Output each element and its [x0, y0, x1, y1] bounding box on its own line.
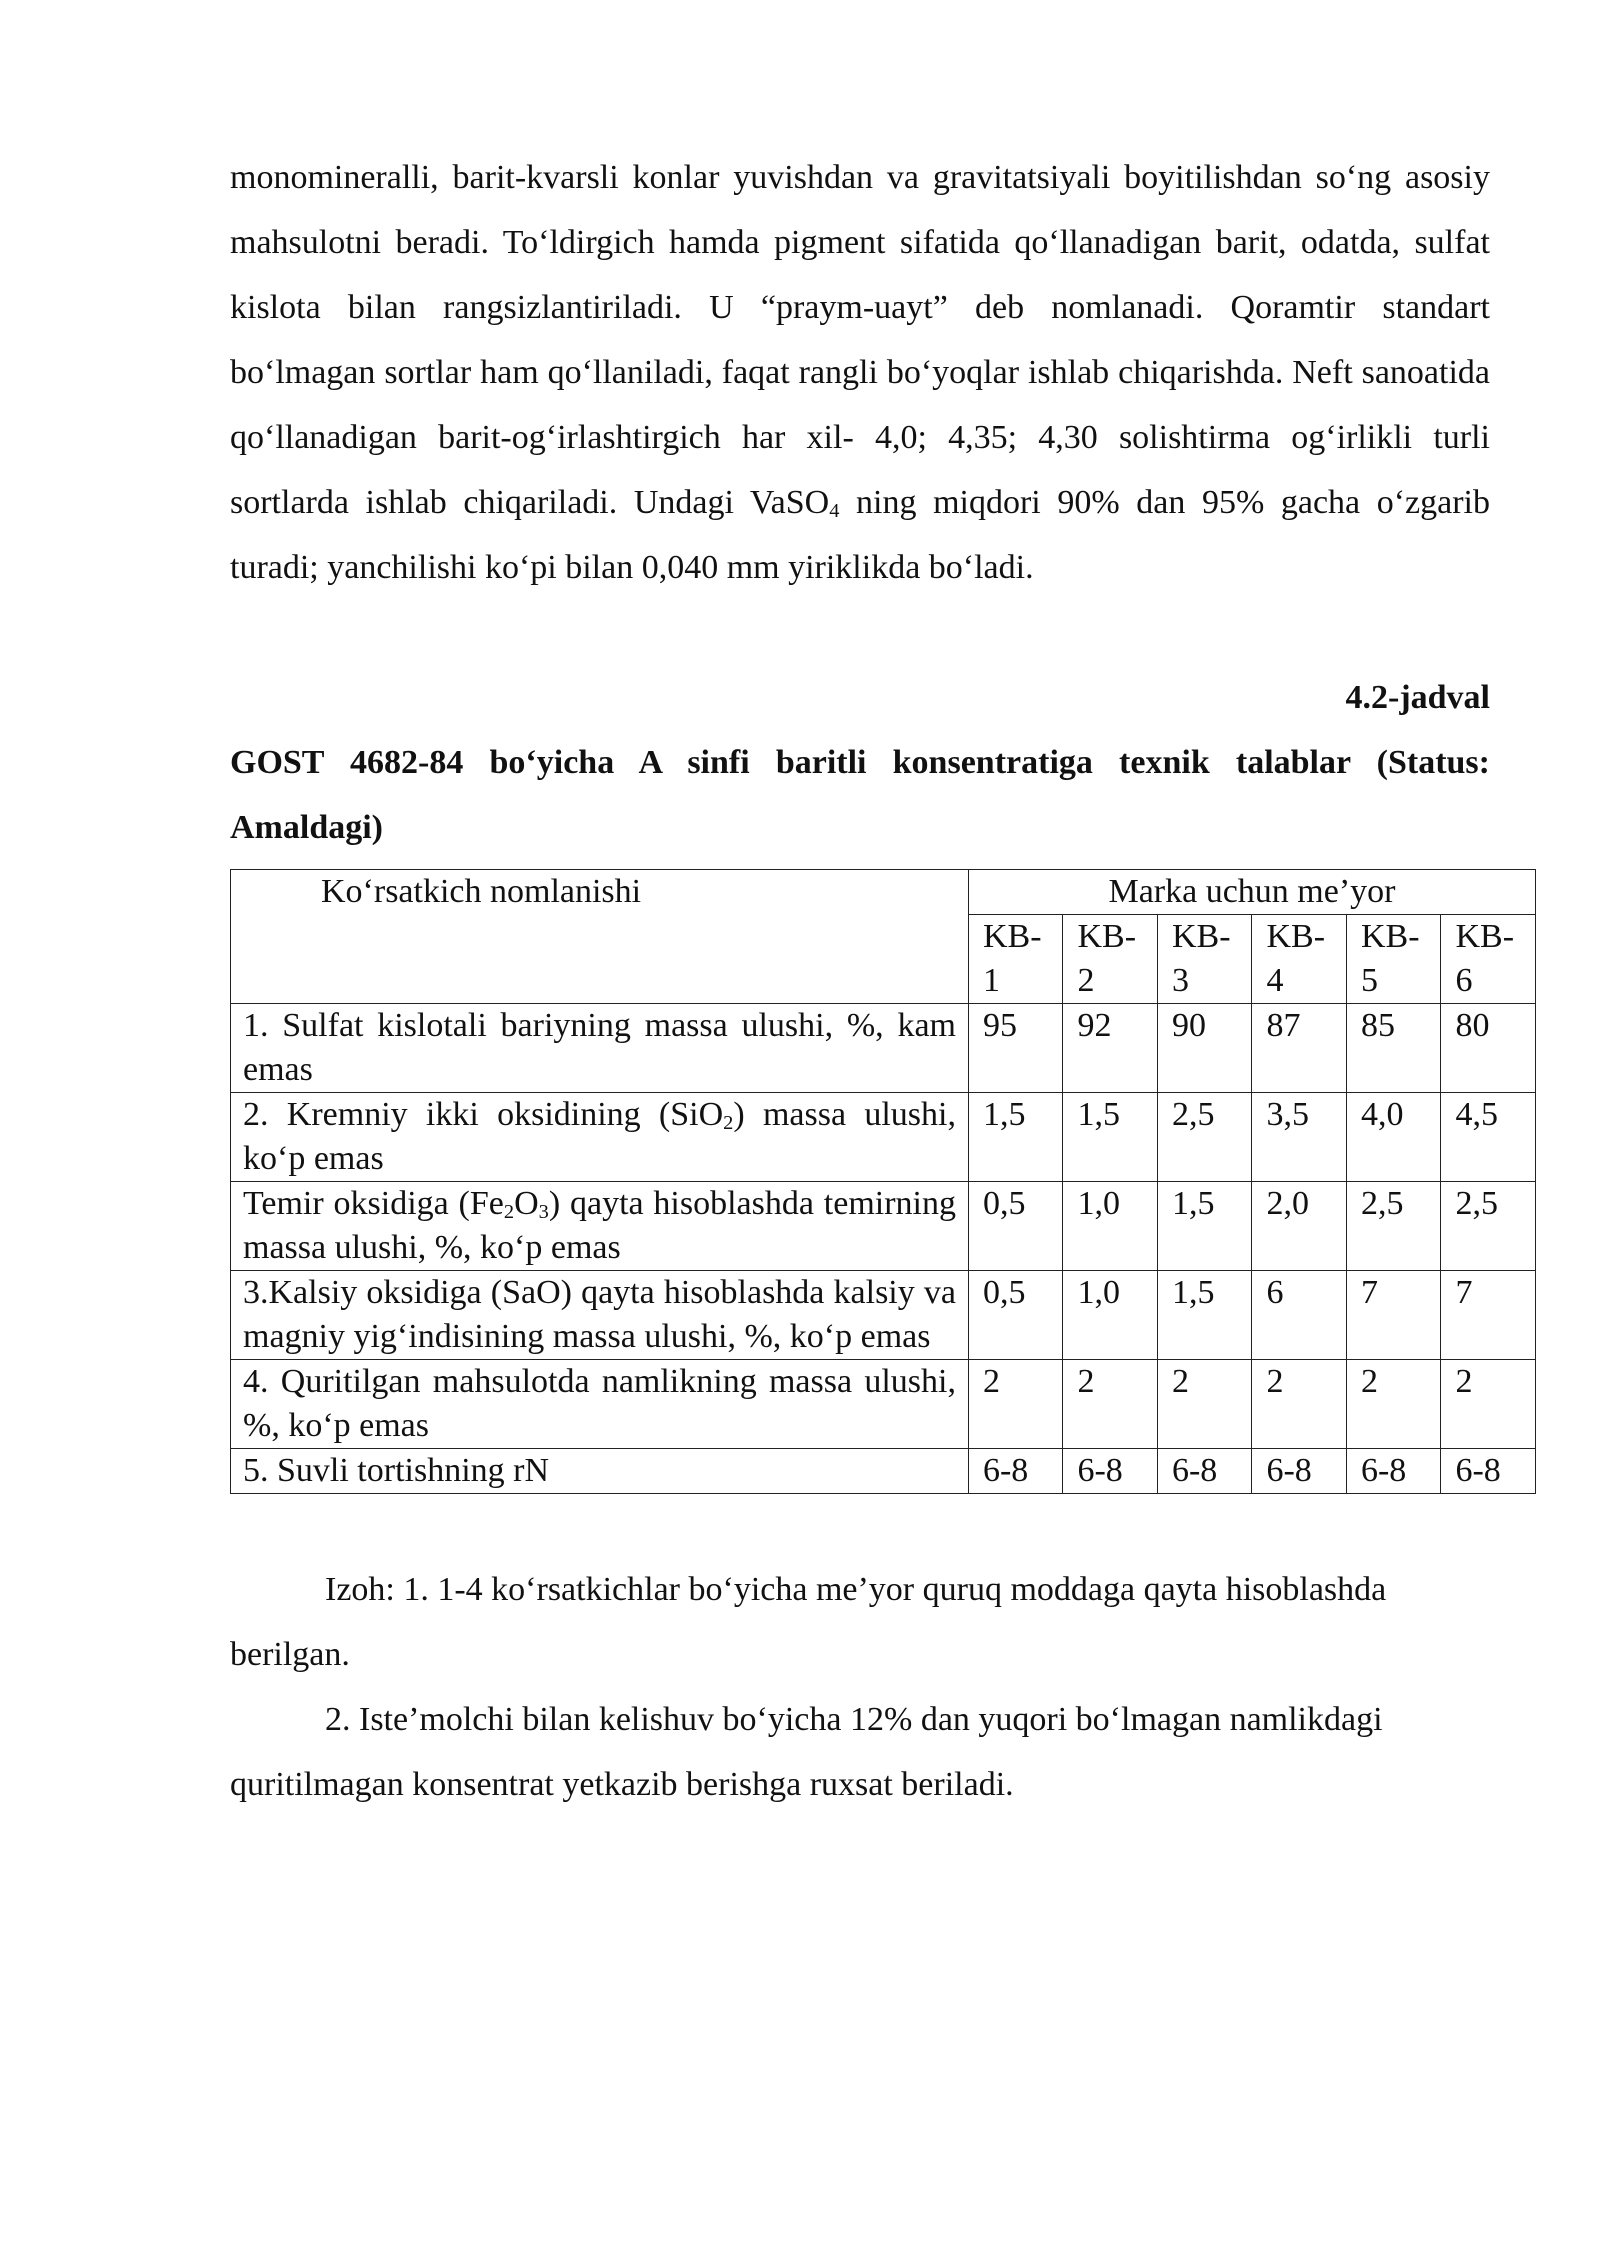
intro-text-b: ning miqdori 90% dan 95% gacha o‘zgarib turadi; yanchilishi ko‘pi bilan 0,040 mm yiriklikda bo‘ladi.: [230, 484, 1490, 586]
cell-value: 2: [1346, 1360, 1441, 1449]
row-name: [231, 1182, 969, 1271]
cell-value: 1,5: [1157, 1182, 1252, 1271]
cell-value: 4,0: [1346, 1093, 1441, 1182]
mark-header: KB-5: [1346, 915, 1441, 1004]
note-2-text: 2. Iste’molchi bilan kelishuv bo‘yicha 12% dan yuqori bo‘lmagan namlikdagi quritilmagan konsentrat yetkazib berishga ruxsat beriladi.: [230, 1701, 1383, 1803]
cell-value: 4,5: [1441, 1093, 1536, 1182]
cell-value: 2: [1441, 1360, 1536, 1449]
cell-value: 7: [1441, 1271, 1536, 1360]
mark-header: KB-4: [1252, 915, 1347, 1004]
row-name-subscript: 2: [723, 1112, 734, 1134]
row-name: 3.Kalsiy oksidiga (SaO) qayta hisoblashda kalsiy va magniy yig‘indisining massa ulushi, %, ko‘p emas: [231, 1271, 969, 1360]
table-row: [231, 1360, 1536, 1449]
mark-header: KB-3: [1157, 915, 1252, 1004]
cell-value: 2,0: [1252, 1182, 1347, 1271]
cell-value: 2,5: [1441, 1182, 1536, 1271]
note-1: [230, 1557, 1490, 1687]
intro-text-a: monomineralli, barit-kvarsli konlar yuvishdan va gravitatsiyali boyitilishdan so‘ng asosiy mahsulotni beradi. To‘ldirgich hamda pigment sifatida qo‘llanadigan barit, odatda, sulfat kislota bilan rangsizlantiriladi. U “praym-uayt” deb nomlanadi. Qoramtir standart bo‘lmagan sortlar ham qo‘llaniladi, faqat rangli bo‘yoqlar ishlab chiqarishda. Neft sanoatida qo‘llanadigan barit-og‘irlashtirgich har xil- 4,0; 4,35; 4,30 solishtirma og‘irlikli turli sortlarda ishlab chiqariladi. Undagi VaSO: [230, 159, 1490, 521]
cell-value: 6-8: [968, 1449, 1063, 1494]
cell-value: 90: [1157, 1004, 1252, 1093]
cell-value: 6: [1252, 1271, 1347, 1360]
row-name: 4. Quritilgan mahsulotda namlikning massa ulushi, %, ko‘p emas: [231, 1360, 969, 1449]
table-row: [231, 1004, 1536, 1093]
table-row: [231, 1449, 1536, 1494]
table-header-row: [231, 870, 1536, 915]
cell-value: 1,5: [1063, 1093, 1158, 1182]
cell-value: 6-8: [1346, 1449, 1441, 1494]
cell-value: 6-8: [1441, 1449, 1536, 1494]
row-name-part: ) massa ulushi, ko‘p emas: [243, 1096, 956, 1177]
mark-header: KB-1: [968, 915, 1063, 1004]
cell-value: 0,5: [968, 1182, 1063, 1271]
cell-value: 2: [1157, 1360, 1252, 1449]
note-2: [230, 1687, 1490, 1817]
note-1-text: Izoh: 1. 1-4 ko‘rsatkichlar bo‘yicha me’yor quruq moddaga qayta hisoblashda berilgan.: [230, 1571, 1387, 1673]
intro-paragraph: [230, 145, 1490, 600]
cell-value: 0,5: [968, 1271, 1063, 1360]
table-row: [231, 1182, 1536, 1271]
row-name-subscript: 3: [538, 1201, 549, 1223]
intro-subscript: 4: [829, 500, 840, 522]
header-indicator-name: Ko‘rsatkich nomlanishi: [231, 870, 969, 1004]
row-name-subscript: 2: [503, 1201, 515, 1223]
mark-header: KB-6: [1441, 915, 1536, 1004]
cell-value: 92: [1063, 1004, 1158, 1093]
cell-value: 6-8: [1157, 1449, 1252, 1494]
table-row: [231, 1093, 1536, 1182]
cell-value: 2,5: [1346, 1182, 1441, 1271]
cell-value: 2: [968, 1360, 1063, 1449]
table-label: 4.2-jadval: [1345, 679, 1490, 716]
row-name: 1. Sulfat kislotali bariyning massa ulushi, %, kam emas: [231, 1004, 969, 1093]
header-mark-norm: Marka uchun me’yor: [968, 870, 1535, 915]
cell-value: 2: [1063, 1360, 1158, 1449]
cell-value: 85: [1346, 1004, 1441, 1093]
row-name-part: Temir oksidiga (Fe: [243, 1185, 504, 1222]
cell-value: 3,5: [1252, 1093, 1347, 1182]
row-name-part: O: [514, 1185, 539, 1222]
cell-value: 87: [1252, 1004, 1347, 1093]
row-name-part: ) qayta hisoblashda temirning massa ulushi, %, ko‘p emas: [243, 1185, 956, 1266]
cell-value: 1,5: [1157, 1271, 1252, 1360]
requirements-table: [230, 869, 1536, 1494]
mark-header: KB-2: [1063, 915, 1158, 1004]
cell-value: 2,5: [1157, 1093, 1252, 1182]
cell-value: 6-8: [1252, 1449, 1347, 1494]
cell-value: 1,0: [1063, 1182, 1158, 1271]
cell-value: 1,0: [1063, 1271, 1158, 1360]
row-name-part: 2. Kremniy ikki oksidining (SiO: [243, 1096, 724, 1133]
cell-value: 7: [1346, 1271, 1441, 1360]
row-name: [231, 1093, 969, 1182]
cell-value: 6-8: [1063, 1449, 1158, 1494]
cell-value: 80: [1441, 1004, 1536, 1093]
cell-value: 95: [968, 1004, 1063, 1093]
table-row: [231, 1271, 1536, 1360]
row-name: 5. Suvli tortishning rN: [231, 1449, 969, 1494]
cell-value: 2: [1252, 1360, 1347, 1449]
cell-value: 1,5: [968, 1093, 1063, 1182]
table-caption: GOST 4682-84 bo‘yicha A sinfi baritli konsentratiga texnik talablar (Status: Amaldagi): [230, 744, 1490, 846]
